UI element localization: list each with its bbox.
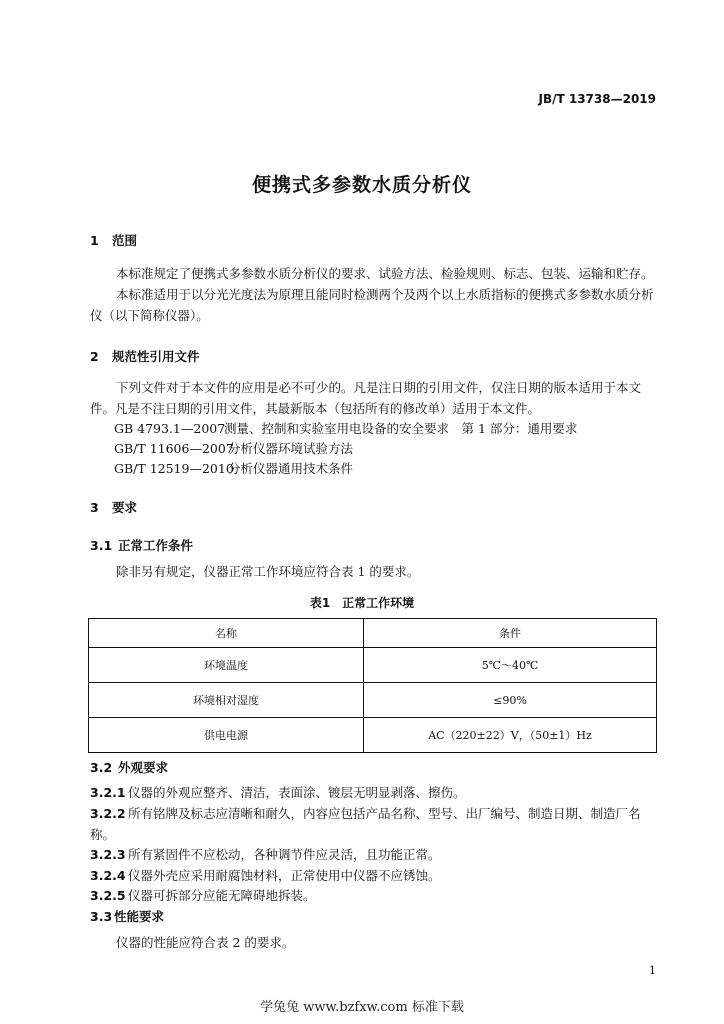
reference-code: GB/T 12519—2010: [114, 461, 234, 476]
item-text: 所有铭牌及标志应清晰和耐久，内容应包括产品名称、型号、出厂编号、制造日期、制造厂名称。: [90, 806, 641, 842]
reference-item: [114, 459, 353, 477]
appearance-item: [90, 783, 656, 804]
document-title: 便携式多参数水质分析仪: [251, 174, 472, 196]
table-cell-name: 供电电源: [89, 718, 364, 753]
subsection-3-3-heading: [90, 907, 164, 925]
subsection-3-1-heading: [90, 536, 193, 554]
table-header-cell: 名称: [89, 619, 364, 648]
subsection-3-3-text: 仪器的性能应符合表 2 的要求。: [116, 935, 295, 950]
table-header-cell: 条件: [364, 619, 657, 648]
subsection-number: 3.3: [90, 909, 113, 924]
item-number: 3.2.5: [90, 888, 126, 903]
subsection-title: 外观要求: [118, 760, 169, 775]
item-number: 3.2.3: [90, 847, 126, 862]
table-header-row: [89, 619, 657, 648]
table-cell-condition: 5℃～40℃: [364, 648, 657, 683]
normal-working-environment-table: [88, 618, 657, 753]
reference-item: [114, 439, 353, 457]
section-title: 范围: [112, 233, 138, 248]
section-1-heading: [90, 231, 137, 249]
table-cell-condition: ≤90%: [364, 683, 657, 718]
section-3-heading: [90, 498, 137, 516]
page-number: 1: [649, 964, 656, 977]
reference-code: GB/T 11606—2007: [114, 441, 234, 456]
refs-intro-paragraph: 下列文件对于本文件的应用是必不可少的。凡是注日期的引用文件，仅注日期的版本适用于本文件。凡是不注日期的引用文件，其最新版本（包括所有的修改单）适用于本文件。: [90, 380, 642, 416]
subsection-number: 3.1: [90, 538, 113, 553]
section-2-heading: [90, 347, 200, 365]
table-cell-name: 环境相对湿度: [89, 683, 364, 718]
section-number: 1: [90, 233, 99, 248]
appearance-item: [90, 886, 656, 907]
appearance-item: [90, 804, 656, 845]
table-cell-name: 环境温度: [89, 648, 364, 683]
reference-item: [114, 419, 577, 437]
item-text: 仪器的外观应整齐、清洁，表面涂、镀层无明显剥落、擦伤。: [128, 785, 466, 800]
section-title: 要求: [112, 500, 138, 515]
item-text: 仪器外壳应采用耐腐蚀材料，正常使用中仪器不应锈蚀。: [128, 868, 441, 883]
subsection-3-2-heading: [90, 758, 168, 776]
subsection-title: 正常工作条件: [118, 538, 194, 553]
reference-title: 分析仪器通用技术条件: [228, 461, 354, 476]
table-1-caption: [0, 594, 724, 611]
standard-code: JB/T 13738—2019: [538, 92, 656, 106]
subsection-title: 性能要求: [114, 909, 165, 924]
scope-paragraph-1: 本标准规定了便携式多参数水质分析仪的要求、试验方法、检验规则、标志、包装、运输和贮存。: [116, 266, 654, 281]
appearance-item: [90, 845, 656, 866]
subsection-number: 3.2: [90, 760, 113, 775]
table-row: [89, 683, 657, 718]
table-row: [89, 648, 657, 683]
reference-title: 分析仪器环境试验方法: [228, 441, 354, 456]
appearance-item: [90, 866, 656, 887]
item-number: 3.2.1: [90, 785, 126, 800]
table-caption-text: 正常工作环境: [342, 596, 415, 610]
subsection-3-1-text: 除非另有规定，仪器正常工作环境应符合表 1 的要求。: [116, 564, 420, 579]
section-number: 2: [90, 349, 99, 364]
site-watermark: 学兔兔 www.bzfxw.com 标准下载: [260, 1000, 464, 1015]
item-number: 3.2.4: [90, 868, 126, 883]
item-number: 3.2.2: [90, 806, 126, 821]
reference-title: 测量、控制和实验室用电设备的安全要求 第 1 部分：通用要求: [224, 421, 578, 436]
scope-paragraph-2: 本标准适用于以分光光度法为原理且能同时检测两个及两个以上水质指标的便携式多参数水质分析仪（以下简称仪器）。: [90, 287, 654, 323]
item-text: 仪器可拆部分应能无障碍地拆装。: [128, 888, 316, 903]
item-text: 所有紧固件不应松动，各种调节件应灵活，且功能正常。: [128, 847, 441, 862]
table-cell-condition: AC（220±22）V，（50±1）Hz: [364, 718, 657, 753]
table-row: [89, 718, 657, 753]
reference-code: GB 4793.1—2007: [114, 421, 226, 436]
table-label: 表1: [309, 596, 331, 610]
section-number: 3: [90, 500, 99, 515]
section-title: 规范性引用文件: [112, 349, 200, 364]
